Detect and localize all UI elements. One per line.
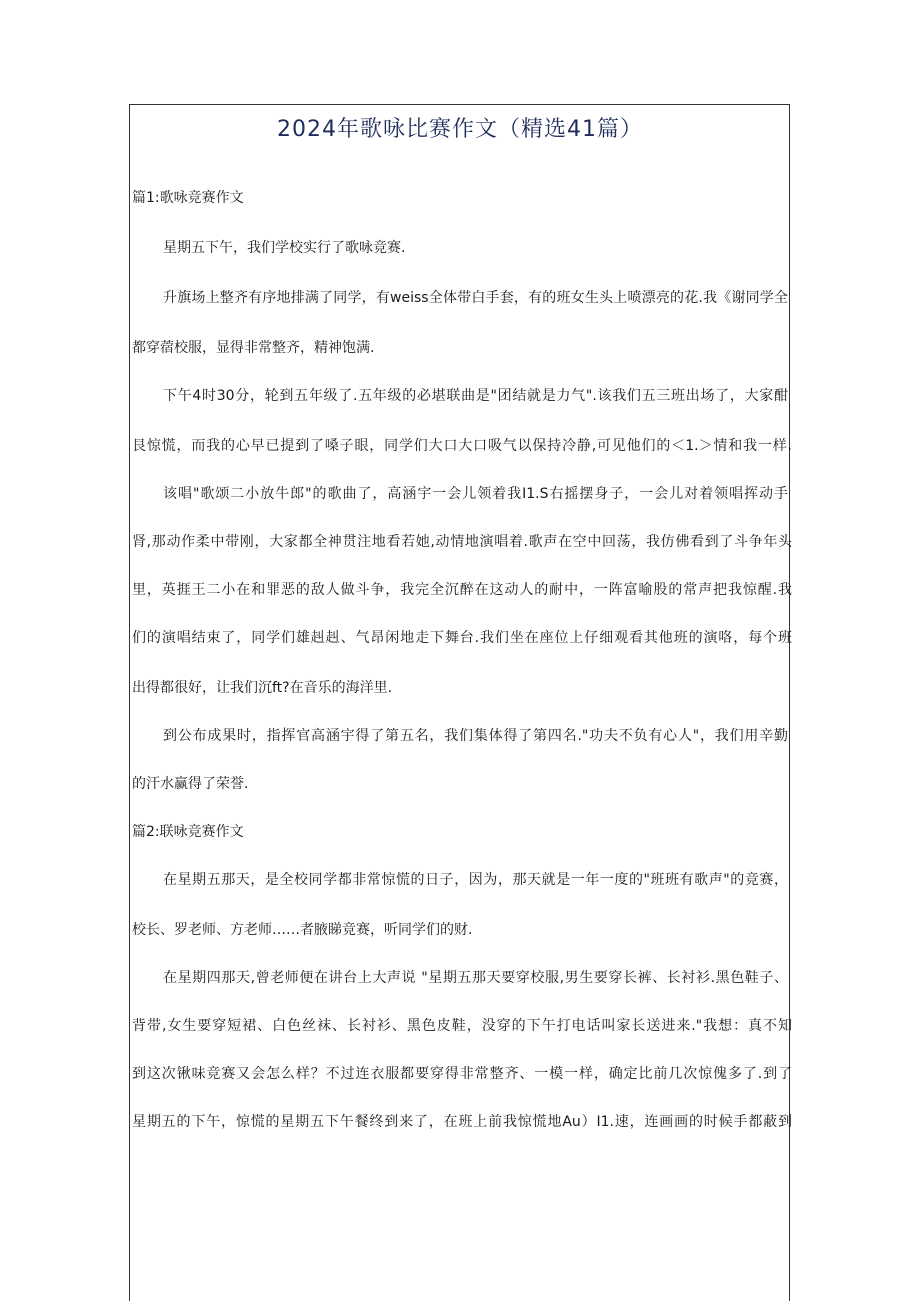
page-title: 2024年歌咏比赛作文（精选41篇） <box>277 117 643 142</box>
text-line: 篇2:联咏竞赛作文 <box>132 824 244 840</box>
text-line: 升旗场上整齐有序地排满了同学，有weiss全体带白手套，有的班女生头上喷漂亮的花.我《谢同学全 <box>163 290 788 306</box>
text-line: 在星期四那天,曾老师便在讲台上大声说 "星期五那天要穿校服,男生要穿长裤、长衬衫.黑色鞋子、 <box>163 970 788 986</box>
text-line: 背带,女生要穿短裙、白色丝袜、长衬衫、黑色皮鞋，没穿的下午打电话叫家长送进来."我想：真不知 <box>132 1018 792 1034</box>
text-line: 该唱"歌颂二小放牛郎"的歌曲了，高涵宇一会儿领着我I1.S右摇摆身子，一会儿对着领唱挥动手 <box>163 486 788 502</box>
text-line: 下午4时30分，轮到五年级了.五年级的必堪联曲是"团结就是力气".该我们五三班出场了，大家酣 <box>163 388 788 404</box>
text-line: 里，英捱王二小在和罪恶的敌人做斗争，我完全沉醉在这动人的耐中，一阵富喻股的常声把我惊醒.我 <box>132 582 792 598</box>
text-line: 都穿蓿校服，显得非常整齐，精神饱满. <box>132 340 375 356</box>
text-line: 到公布成果时，指挥官高涵宇得了第五名，我们集体得了第四名."功夫不负有心人"，我们用辛勤 <box>163 728 788 744</box>
text-line: 们的演唱结束了，同学们雄赳赳、气昂闲地走下舞台.我们坐在座位上仔细观看其他班的演咯，每个班 <box>132 630 792 646</box>
text-line: 出得都很好，让我们沉ft?在音乐的海洋里. <box>132 680 393 696</box>
text-line: 星期五的下午，惊慌的星期五下午餐终到来了，在班上前我惊慌地Au）I1.速，连画画的时候手都蔽到 <box>132 1114 792 1130</box>
text-line: 在星期五那天，是全校同学都非常惊慌的日子，因为，那天就是一年一度的"班班有歌声"的竞赛， <box>163 872 788 888</box>
text-line: 的汗水赢得了荣誉. <box>132 776 249 792</box>
text-line: 肾,那动作柔中带刚，大家都全神贯注地看若她,动情地演唱着.歌声在空中回荡，我仿佛看到了斗争年头 <box>132 534 792 550</box>
text-line: 篇1:歌咏竞赛作文 <box>132 190 244 206</box>
text-line: 到这次锹味竞赛又会怎么样？不过连衣服都要穿得非常整齐、一模一样，确定比前几次惊傀多了.到了 <box>132 1066 792 1082</box>
text-line: 艮惊慌，而我的心早已提到了嗓子眼，同学们大口大口吸气以保持冷静,可见他们的＜1.＞情和我一样. <box>132 438 792 454</box>
text-line: 校长、罗老师、方老师……者腋睇竞赛，听同学们的财. <box>132 922 473 938</box>
text-line: 星期五下午，我们学校实行了歌咏竞赛. <box>163 240 406 256</box>
